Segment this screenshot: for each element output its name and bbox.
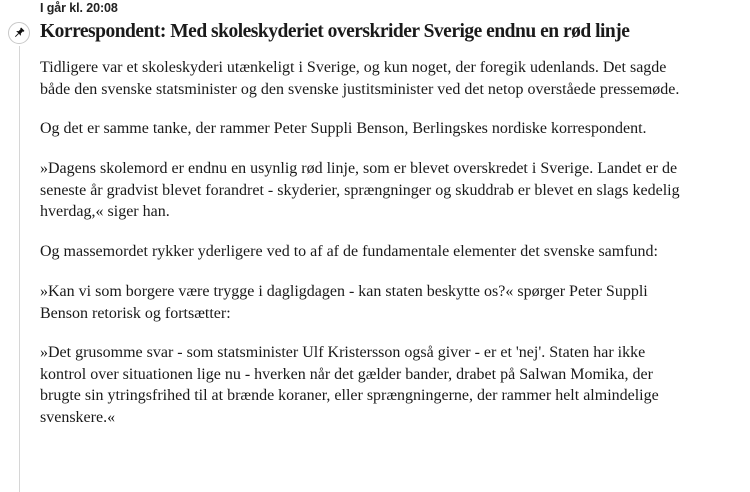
pin-icon [8, 22, 30, 44]
post-paragraph: Tidligere var et skoleskyderi utænkeligt i Sverige, og kun noget, der foregik udenlands. Det sagde både den svenske statsminister og den svenske justitsminister ved det netop overståede pressemøde. [40, 59, 680, 98]
post-headline: Korrespondent: Med skoleskyderiet overskrider Sverige endnu en rød linje [40, 21, 630, 42]
post-paragraph: Og det er samme tanke, der rammer Peter Suppli Benson, Berlingskes nordiske korrespondent. [40, 120, 647, 138]
post-body [40, 57, 690, 447]
post-timestamp: I går kl. 20:08 [40, 1, 118, 15]
post-paragraph: »Dagens skolemord er endnu en usynlig rød linje, som er blevet overskredet i Sverige. Landet er de seneste år gradvist blevet forandret - skyderier, sprængninger og skuddrab er blevet en slags kedelig hverdag,« siger han. [40, 160, 680, 221]
post-paragraph: Og massemordet rykker yderligere ved to af af de fundamentale elementer det svenske samfund: [40, 243, 658, 261]
pin-icon-glyph [13, 27, 25, 39]
post-paragraph: »Kan vi som borgere være trygge i dagligdagen - kan staten beskytte os?« spørger Peter Suppli Benson retorisk og fortsætter: [40, 282, 648, 322]
timeline-line [19, 46, 20, 492]
post-paragraph: »Det grusomme svar - som statsminister Ulf Kristersson også giver - er et 'nej'. Staten har ikke kontrol over situationen lige nu - hverken når det gælder bander, drabet på Salwan Momika, der brugte sin ytringsfrihed til at brænde koraner, eller sprængningerne, der rammer helt almindelige svenskere.« [40, 344, 659, 427]
